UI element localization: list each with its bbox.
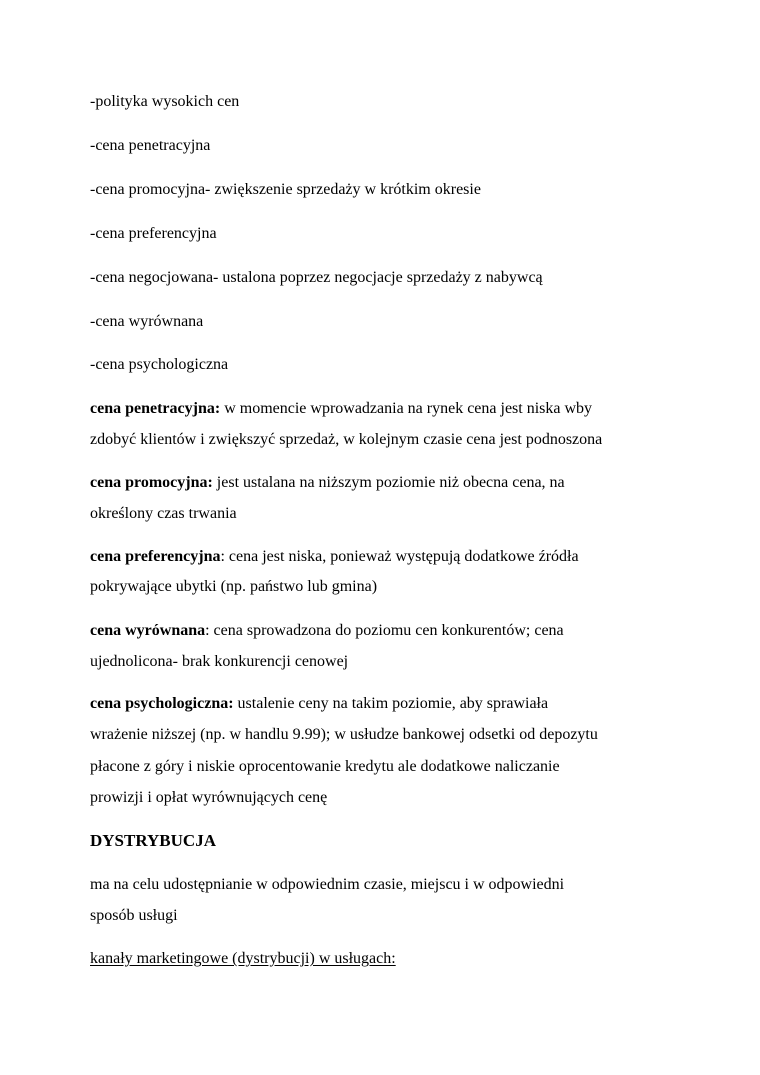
section-paragraph-line-2: sposób usługi <box>90 907 178 924</box>
bullet-cena-wyrownana: -cena wyrównana <box>90 313 204 330</box>
bullet-polityka-wysokich-cen: -polityka wysokich cen <box>90 93 240 110</box>
bullet-cena-preferencyjna: -cena preferencyjna <box>90 225 217 242</box>
bullet-cena-promocyjna: -cena promocyjna- zwiększenie sprzedaży w krótkim okresie <box>90 181 481 198</box>
section-paragraph-line-1: ma na celu udostępnianie w odpowiednim czasie, miejscu i w odpowiedni <box>90 876 565 893</box>
definition-preferencyjna-line-2: pokrywające ubytki (np. państwo lub gmina) <box>90 578 378 595</box>
definition-psychologiczna-line-3: płacone z góry i niskie oprocentowanie kredytu ale dodatkowe naliczanie <box>90 758 560 775</box>
definition-text: : cena sprowadzona do poziomu cen konkurentów; cena <box>205 622 564 639</box>
definition-text: : cena jest niska, ponieważ występują dodatkowe źródła <box>220 548 579 565</box>
definition-psychologiczna-line-4: prowizji i opłat wyrównujących cenę <box>90 789 328 806</box>
definition-psychologiczna-line-2: wrażenie niższej (np. w handlu 9.99); w usłudze bankowej odsetki od depozytu <box>90 726 598 743</box>
bullet-cena-penetracyjna: -cena penetracyjna <box>90 137 211 154</box>
definition-psychologiczna-line-1 <box>90 694 548 714</box>
definition-term: cena promocyjna: <box>90 474 213 491</box>
definition-wyrownana-line-1 <box>90 621 564 641</box>
definition-term-colon: : <box>214 400 221 417</box>
bullet-cena-negocjowana: -cena negocjowana- ustalona poprzez negocjacje sprzedaży z nabywcą <box>90 269 543 286</box>
definition-term: cena psychologiczna: <box>90 695 234 712</box>
definition-term: cena penetracyjna <box>90 400 215 417</box>
definition-text: jest ustalana na niższym poziomie niż obecna cena, na <box>212 474 565 491</box>
bullet-cena-psychologiczna: -cena psychologiczna <box>90 356 229 373</box>
definition-promocyjna-line-1 <box>90 473 565 493</box>
definition-wyrownana-line-2: ujednolicona- brak konkurencji cenowej <box>90 653 349 670</box>
definition-penetracyjna-line-2: zdobyć klientów i zwiększyć sprzedaż, w kolejnym czasie cena jest podnoszona <box>90 431 603 448</box>
definition-promocyjna-line-2: określony czas trwania <box>90 505 237 522</box>
definition-term: cena wyrównana <box>90 622 206 639</box>
section-heading: DYSTRYBUCJA <box>90 831 216 850</box>
section-subheading: kanały marketingowe (dystrybucji) w usługach: <box>90 950 396 967</box>
definition-term: cena preferencyjna <box>90 548 221 565</box>
definition-preferencyjna-line-1 <box>90 547 579 567</box>
definition-text: w momencie wprowadzania na rynek cena jest niska wby <box>220 400 593 417</box>
definition-text: ustalenie ceny na takim poziomie, aby sprawiała <box>233 695 549 712</box>
definition-penetracyjna-line-1 <box>90 399 592 419</box>
